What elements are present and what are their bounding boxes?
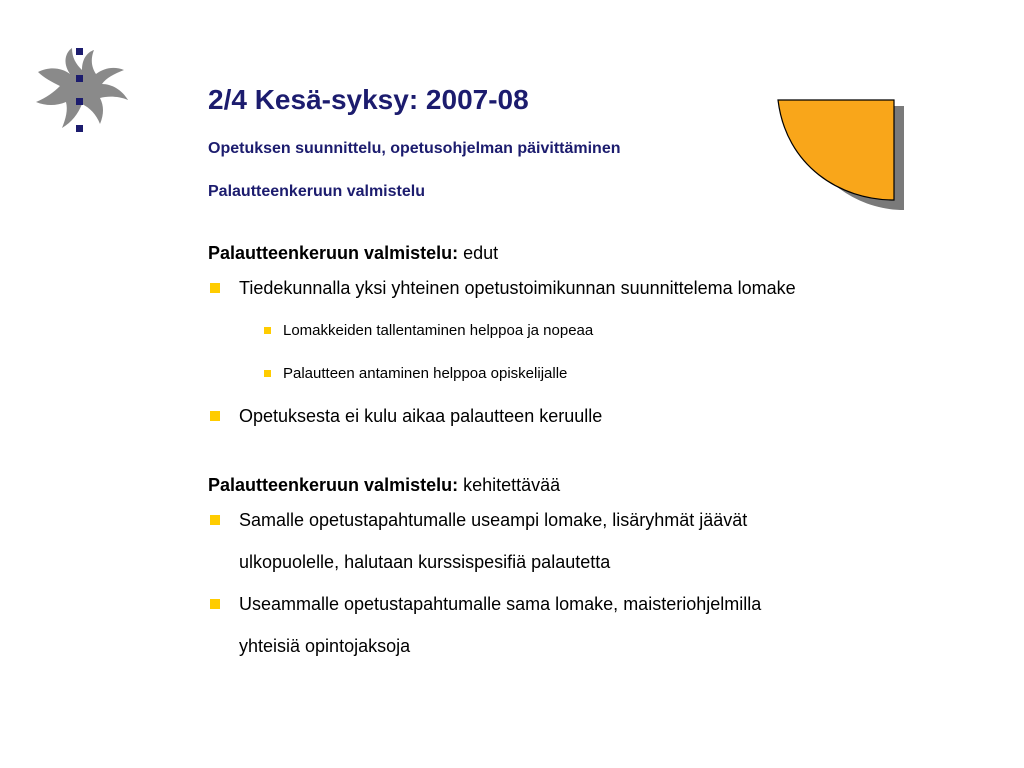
slide-content — [208, 239, 968, 667]
subtitle-2: Palautteenkeruun valmistelu — [208, 183, 425, 200]
page-title: 2/4 Kesä-syksy: 2007-08 — [208, 84, 529, 115]
sub-list-item — [208, 352, 968, 395]
section-heading-improvements — [208, 471, 968, 499]
list-item-line: Samalle opetustapahtumalle useampi lomake, lisäryhmät jäävät — [239, 510, 748, 530]
square-bullet-icon — [210, 515, 220, 525]
square-bullet-icon — [264, 327, 271, 334]
list-item — [208, 267, 968, 309]
sub-list-item-text: Lomakkeiden tallentaminen helppoa ja nopeaa — [283, 322, 594, 339]
list-item-text: Tiedekunnalla yksi yhteinen opetustoimikunnan suunnittelema lomake — [239, 278, 796, 298]
square-bullet-icon — [210, 283, 220, 293]
sub-list-item-text: Palautteen antaminen helppoa opiskelijalle — [283, 365, 568, 382]
list-item-line: Useammalle opetustapahtumalle sama lomake, maisteriohjelmilla — [239, 594, 762, 614]
section-heading-rest: kehitettävää — [458, 475, 561, 495]
square-bullet-icon — [264, 370, 271, 377]
list-item — [208, 395, 968, 437]
list-item — [208, 499, 968, 583]
subtitle-1: Opetuksen suunnittelu, opetusohjelman päivittäminen — [208, 140, 621, 157]
square-bullet-icon — [210, 411, 220, 421]
list-item-text: Opetuksesta ei kulu aikaa palautteen keruulle — [239, 406, 603, 426]
list-item — [208, 583, 968, 667]
section-heading-bold: Palautteenkeruun valmistelu: — [208, 243, 459, 263]
square-bullet-icon — [210, 599, 220, 609]
section-heading-benefits — [208, 239, 968, 267]
section-heading-rest: edut — [458, 243, 499, 263]
section-heading-bold: Palautteenkeruun valmistelu: — [208, 475, 459, 495]
list-item-line: ulkopuolelle, halutaan kurssispesifiä palautetta — [239, 552, 611, 572]
sub-list-item — [208, 309, 968, 352]
quarter-pie-icon — [774, 96, 910, 212]
logo-dots — [76, 48, 86, 138]
list-item-line: yhteisiä opintojaksoja — [239, 636, 411, 656]
